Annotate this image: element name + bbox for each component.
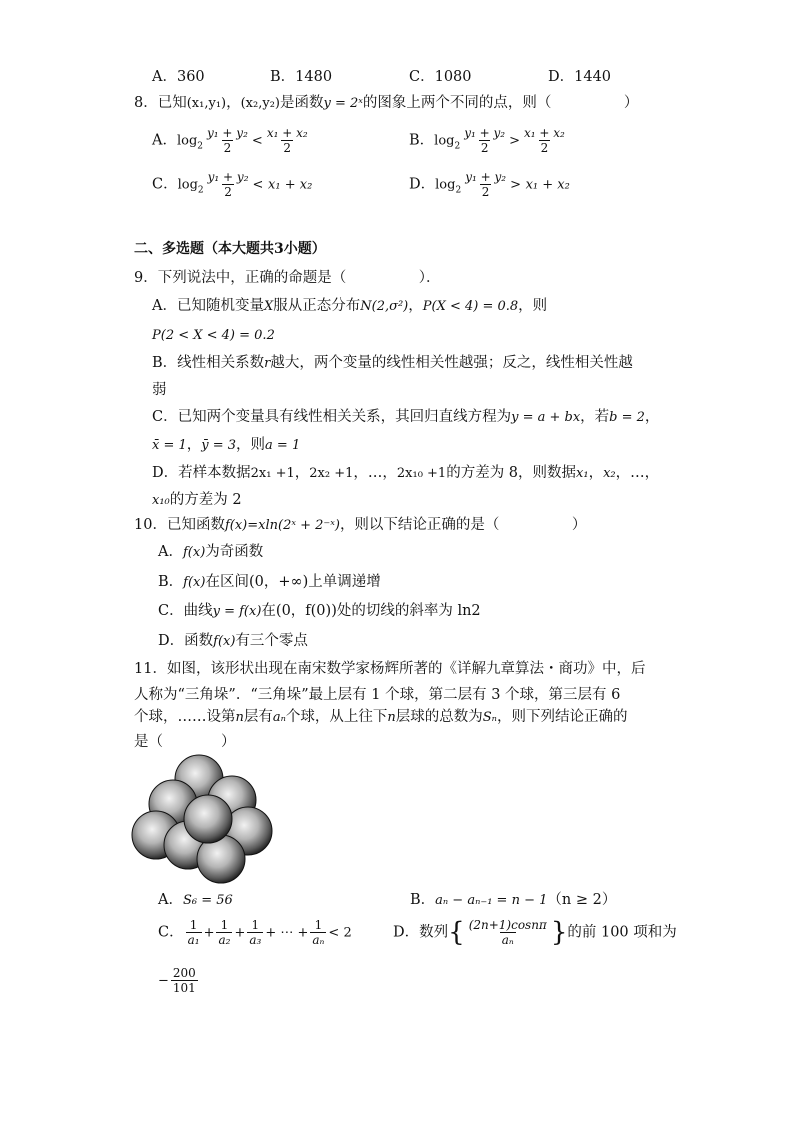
sphere-group	[132, 755, 272, 883]
q11-option-b: B．aₙ − aₙ₋₁ = n − 1（n ≥ 2）	[410, 892, 617, 908]
q8-option-b: B．$\log_2$ $\frac{\text{y₁ + y₂}}{2}$ > $\frac{\text{x₁ + x₂}}{2}$	[409, 126, 565, 155]
q8-option-a: A．$\log_2$ $\frac{\text{y₁ + y₂}}{2}$ < $\frac{\text{x₁ + x₂}}{2}$	[152, 126, 308, 155]
q9-option-a-line2: P(2 < X < 4) = 0.2	[152, 328, 275, 343]
q8-option-c: C．$\log_2$ $\frac{\text{y₁ + y₂}}{2}$ < x₁ + x₂	[152, 170, 313, 199]
q11-stem-line2: 人称为“三角垛”．“三角垛”最上层有 1 个球，第二层有 3 个球，第三层有 6	[134, 687, 621, 703]
sphere	[184, 795, 232, 843]
q9-option-d-line2: x₁₀的方差为 2	[152, 492, 242, 508]
q7-option-c: C．1080	[409, 69, 472, 85]
q10-option-c: C．曲线y = f(x)在(0，f(0))处的切线的斜率为 ln2	[158, 603, 481, 619]
q11-option-d-answer: − $\frac{200}{101}$	[158, 966, 196, 995]
q11-option-d: D．数列{ $\frac{(2n+1)\cos n\pi}{\text{aₙ}}$ }的前 100 项和为	[393, 917, 677, 948]
q8-option-d: D．$\log_2$ $\frac{\text{y₁ + y₂}}{2}$ > x₁ + x₂	[409, 170, 570, 199]
q7-option-d: D．1440	[548, 69, 612, 85]
q10-option-b: B．f(x)在区间(0，+∞)上单调递增	[158, 574, 381, 590]
q9-option-c-line2: x̄ = 1，ȳ = 3，则a = 1	[152, 437, 301, 453]
q10-option-a: A．f(x)为奇函数	[158, 544, 264, 560]
q9-option-a-line1: A．已知随机变量X服从正态分布N(2,σ²)，P(X < 4) = 0.8，则	[152, 298, 548, 314]
triangular-pile-figure	[128, 752, 288, 887]
q7-option-a: A．360	[152, 69, 205, 85]
q10-stem: 10．已知函数f(x)=xln(2ˣ + 2⁻ˣ)，则以下结论正确的是（ ）	[134, 517, 587, 533]
q9-option-d-line1: D．若样本数据2x₁ +1，2x₂ +1，…，2x₁₀ +1的方差为 8，则数据x₁，x₂，…，	[152, 465, 660, 481]
q11-option-c: C． $\frac{1}{\text{a₁}}$ + $\frac{1}{\text{a₂}}$ + $\frac{1}{\text{a₃}}$ + ⋯ + $\frac{1}{\text{aₙ}}$ < 2	[158, 918, 352, 947]
q9-stem: 9．下列说法中，正确的命题是（ ）．	[134, 270, 441, 286]
q8-stem: 8．已知(x₁,y₁)，(x₂,y₂)是函数y = 2ˣ的图象上两个不同的点，则（ ）	[134, 95, 639, 111]
q9-option-b-line2: 弱	[152, 382, 167, 398]
q11-stem-line3: 个球，……设第n层有aₙ个球，从上往下n层球的总数为Sₙ，则下列结论正确的	[134, 709, 628, 725]
q9-option-c-line1: C．已知两个变量具有线性相关关系，其回归直线方程为y = a + bx，若b = 2，	[152, 409, 660, 425]
q11-stem-line4: 是（ ）	[134, 734, 236, 750]
q9-option-b-line1: B．线性相关系数r越大，两个变量的线性相关性越强；反之，线性相关性越	[152, 355, 633, 371]
section-title: 二、多选题（本大题共3小题）	[134, 241, 326, 257]
q7-option-b: B．1480	[270, 69, 333, 85]
q10-option-d: D．函数f(x)有三个零点	[158, 633, 308, 649]
q11-stem-line1: 11．如图，该形状出现在南宋数学家杨辉所著的《详解九章算法・商功》中，后	[134, 661, 646, 677]
q11-option-a: A．S₆ = 56	[158, 892, 233, 908]
